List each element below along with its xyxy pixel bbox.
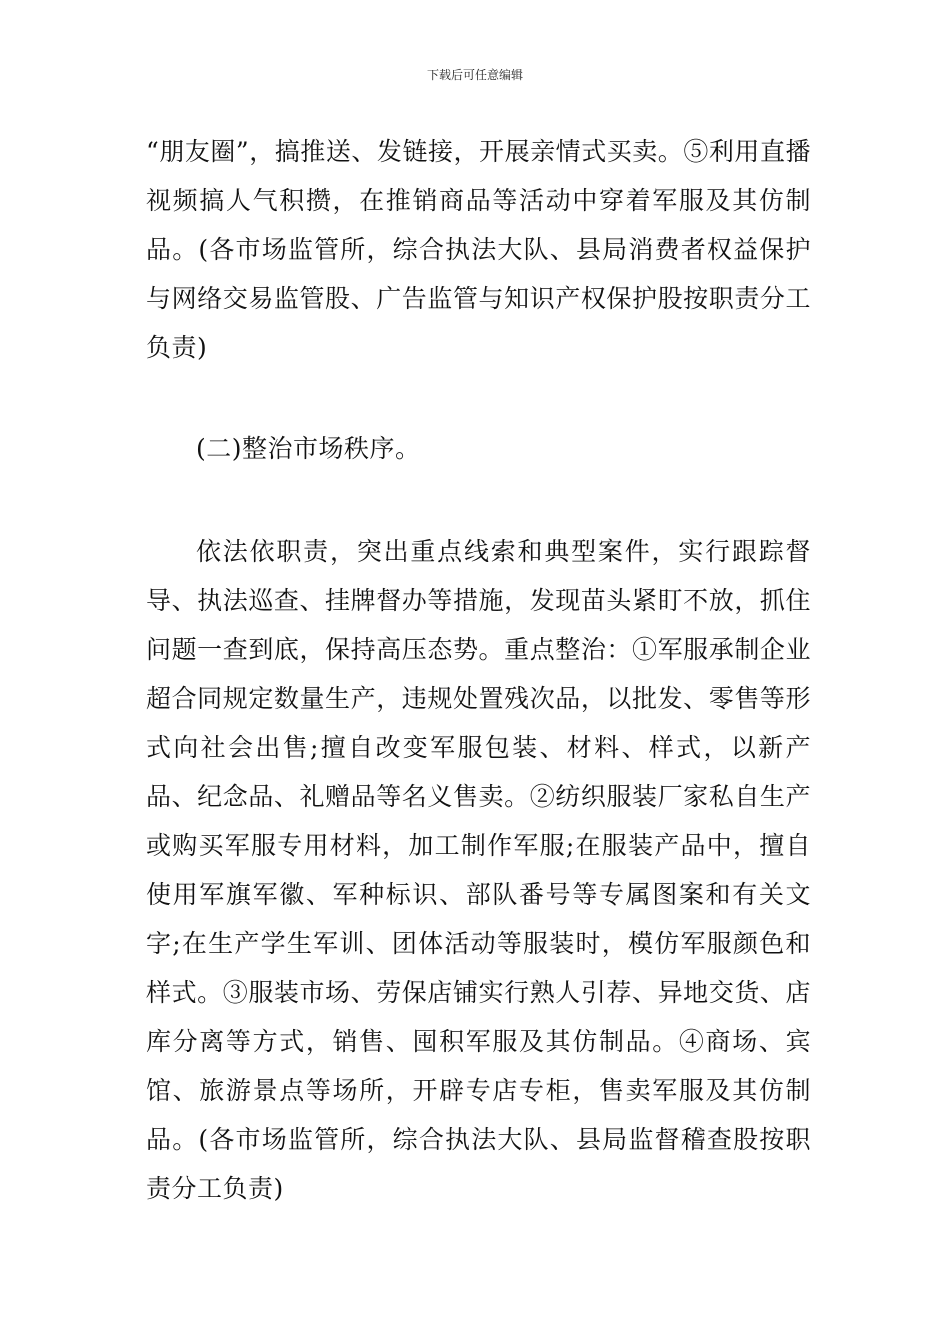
header-note: 下载后可任意编辑 bbox=[426, 68, 523, 82]
body-paragraph-2: 依法依职责，突出重点线索和典型案件，实行跟踪督导、执法巡查、挂牌督办等措施，发现苗头紧盯不放，抓住问题一查到底，保持高压态势。重点整治：①军服承制企业超合同规定数量生产，违规处置残次品，以批发、零售等形式向社会出售;擅自改变军服包装、材料、样式，以新产品、纪念品、礼赠品等名义售卖。②纺织服装厂家私自生产或购买军服专用材料，加工制作军服;在服装产品中，擅自使用军旗军徽、军种标识、部队番号等专属图案和有关文字;在生产学生军训、团体活动等服装时，模仿军服颜色和样式。③服装市场、劳保店铺实行熟人引荐、异地交货、店库分离等方式，销售、囤积军服及其仿制品。④商场、宾馆、旅游景点等场所，开辟专店专柜，售卖军服及其仿制品。(各市场监管所，综合执法大队、县局监督稽查股按职责分工负责) bbox=[146, 537, 811, 1203]
body-paragraph-1: “朋友圈”，搞推送、发链接，开展亲情式买卖。⑤利用直播视频搞人气积攒，在推销商品等活动中穿着军服及其仿制品。(各市场监管所，综合执法大队、县局消费者权益保护与网络交易监管股、广告监管与知识产权保护股按职责分工负责) bbox=[146, 137, 811, 362]
section-heading: (二)整治市场秩序。 bbox=[196, 434, 421, 463]
